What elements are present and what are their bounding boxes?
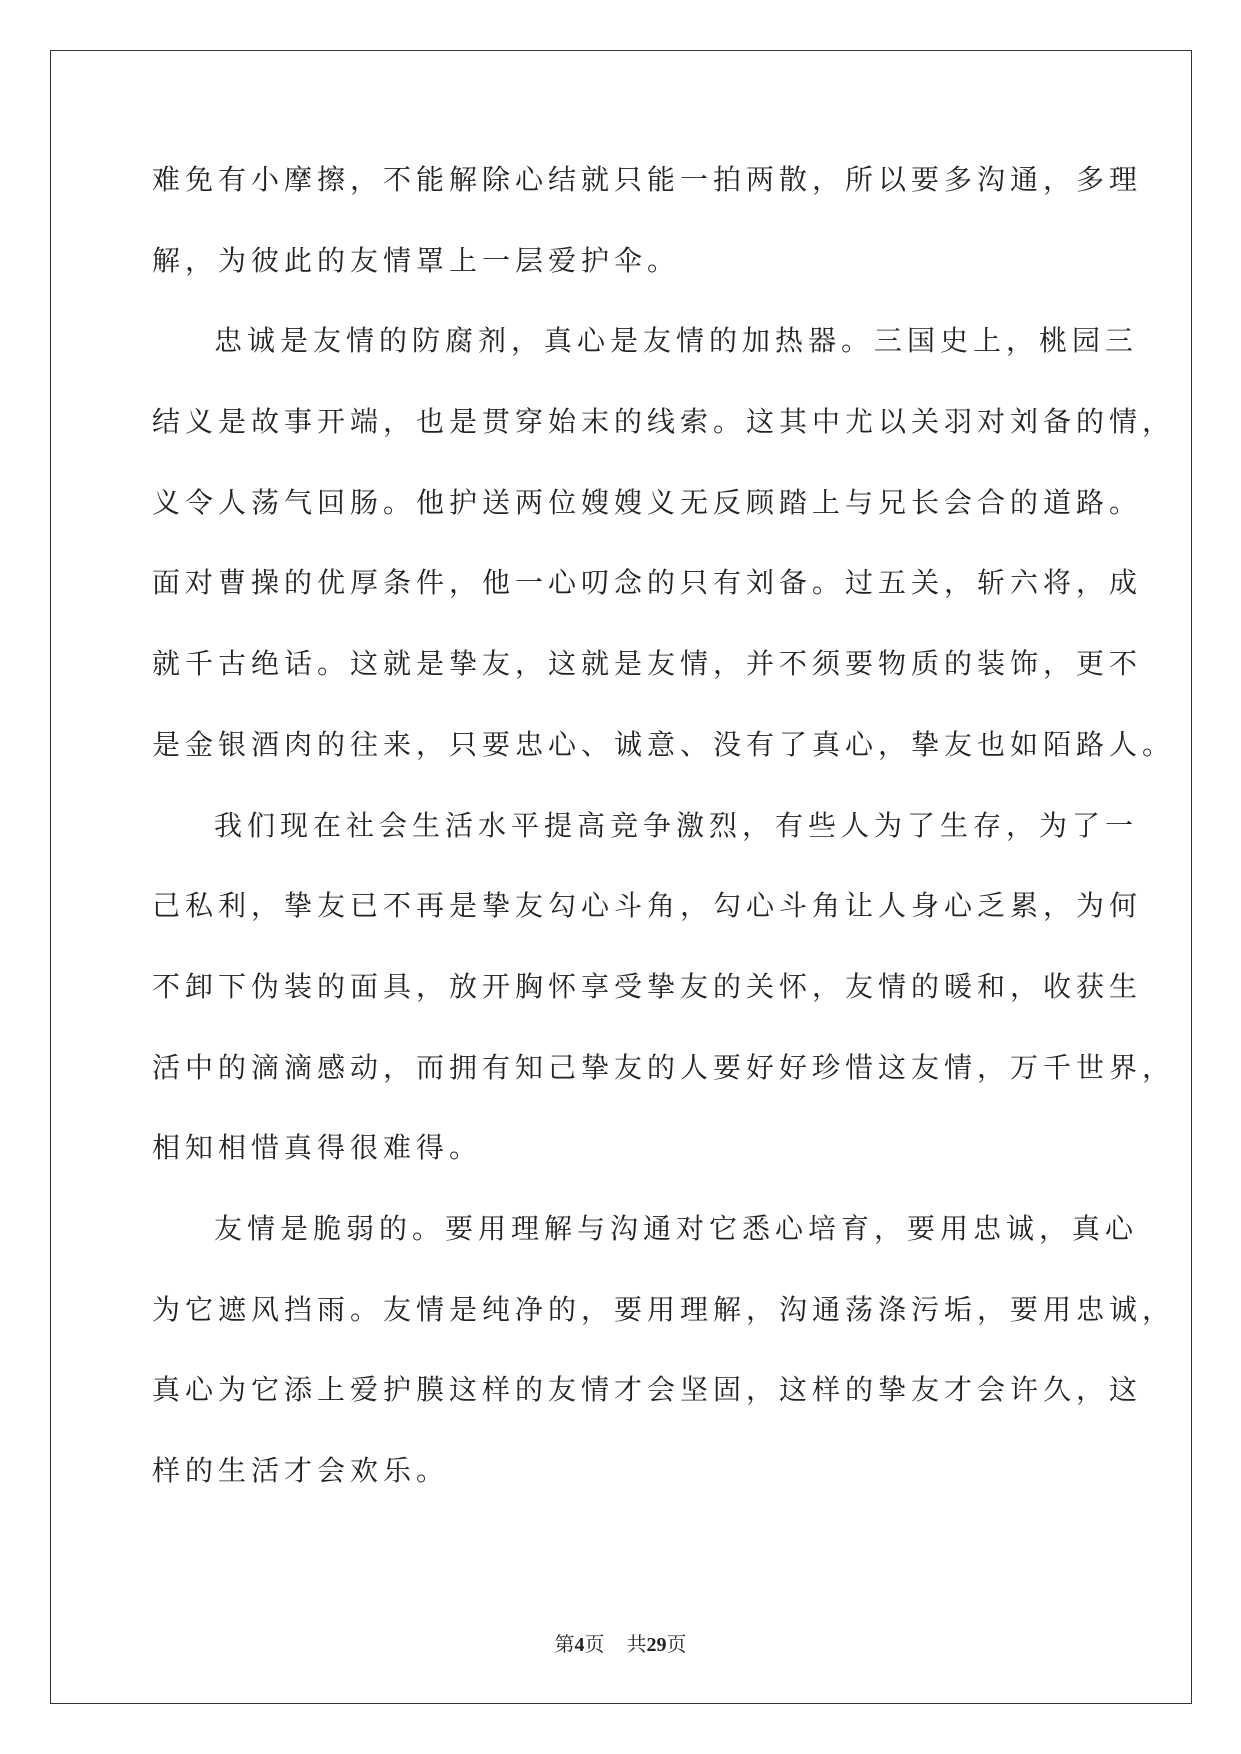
page-footer <box>0 1628 1241 1657</box>
paragraph-start-line: 我们现在社会生活水平提高竞争激烈，有些人为了生存，为了一 <box>214 808 1139 842</box>
total-pages: 29 <box>646 1634 667 1656</box>
text-line: 是金银酒肉的往来，只要忠心、诚意、没有了真心，挚友也如陌路人。 <box>152 727 1176 761</box>
paragraph-start-line: 忠诚是友情的防腐剂，真心是友情的加热器。三国史上，桃园三 <box>214 324 1139 358</box>
document-body <box>152 160 1176 1532</box>
text-line: 己私利，挚友已不再是挚友勾心斗角，勾心斗角让人身心乏累，为何 <box>152 889 1143 923</box>
total-prefix: 共 <box>626 1634 647 1656</box>
page-suffix: 页 <box>584 1634 605 1656</box>
text-line: 结义是故事开端，也是贯穿始末的线索。这其中尤以关羽对刘备的情， <box>152 405 1176 439</box>
text-line: 样的生活才会欢乐。 <box>152 1454 450 1487</box>
text-line: 解，为彼此的友情罩上一层爱护伞。 <box>152 243 681 277</box>
text-line: 相知相惜真得很难得。 <box>152 1131 483 1165</box>
page-number: 4 <box>574 1634 585 1656</box>
paragraph-start-line: 友情是脆弱的。要用理解与沟通对它悉心培育，要用忠诚，真心 <box>214 1211 1139 1245</box>
total-suffix: 页 <box>666 1634 687 1656</box>
page-prefix: 第 <box>554 1634 575 1656</box>
text-line: 活中的滴滴感动，而拥有知己挚友的人要好好珍惜这友情，万千世界， <box>152 1050 1176 1084</box>
text-line: 为它遮风挡雨。友情是纯净的，要用理解，沟通荡涤污垢，要用忠诚， <box>152 1292 1176 1326</box>
text-line: 真心为它添上爱护膜这样的友情才会坚固，这样的挚友才会许久，这 <box>152 1373 1143 1407</box>
text-line: 难免有小摩擦，不能解除心结就只能一拍两散，所以要多沟通，多理 <box>152 163 1143 196</box>
text-line: 义令人荡气回肠。他护送两位嫂嫂义无反顾踏上与兄长会合的道路。 <box>152 485 1143 519</box>
text-line: 面对曹操的优厚条件，他一心叨念的只有刘备。过五关，斩六将，成 <box>152 566 1143 600</box>
text-line: 就千古绝话。这就是挚友，这就是友情，并不须要物质的装饰，更不 <box>152 647 1143 681</box>
text-line: 不卸下伪装的面具，放开胸怀享受挚友的关怀，友情的暖和，收获生 <box>152 969 1143 1003</box>
